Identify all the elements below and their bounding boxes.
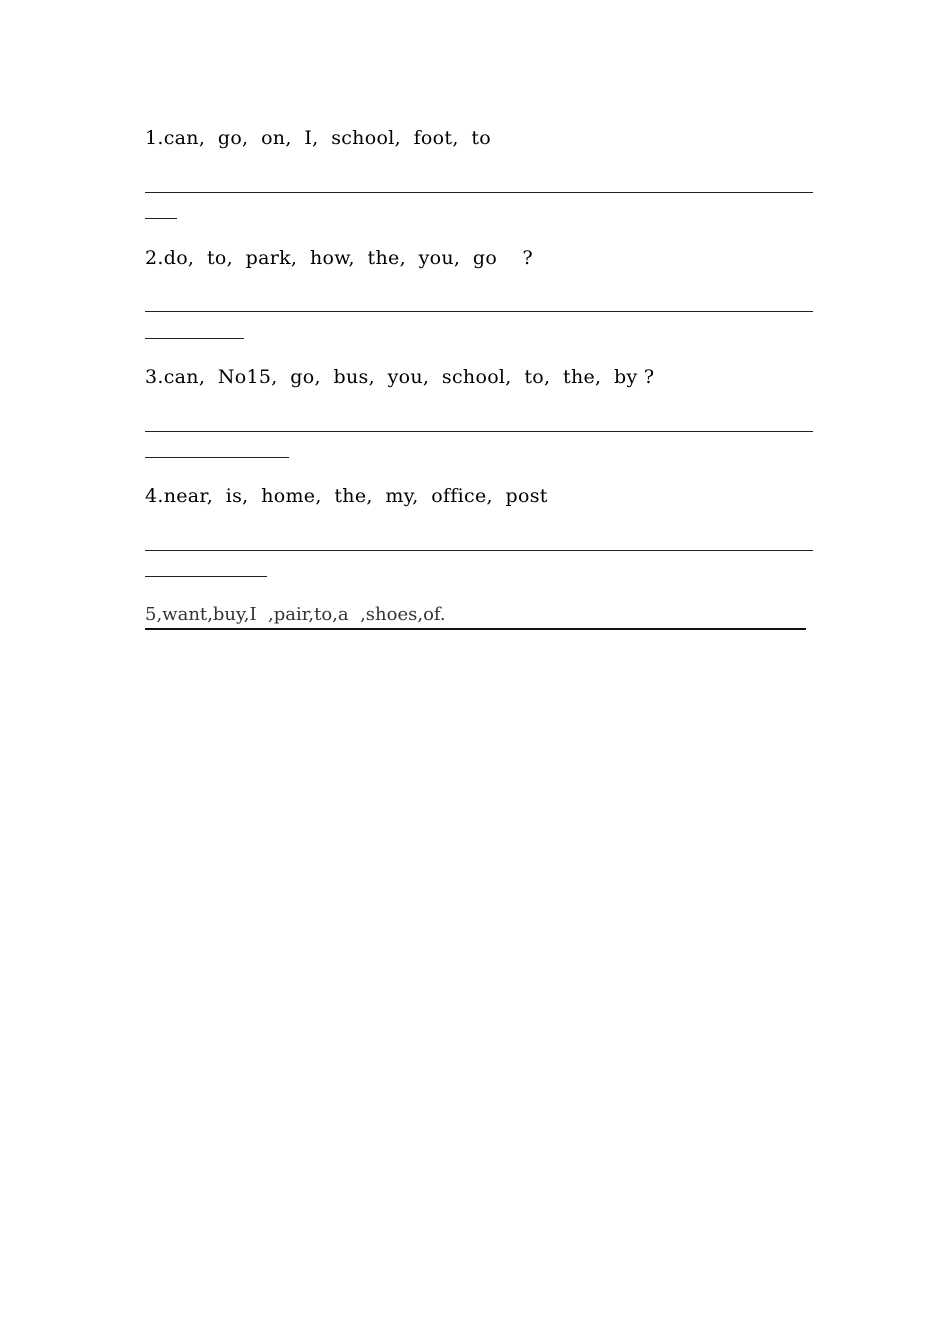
question-1: 1.can, go, on, I, school, foot, to	[145, 127, 492, 149]
answer-line-2b	[145, 338, 244, 339]
question-5: 5,want,buy,I ,pair,to,a ,shoes,of.	[145, 604, 446, 625]
answer-line-3a	[145, 431, 813, 432]
question-3: 3.can, No15, go, bus, you, school, to, the, by ?	[145, 366, 655, 388]
answer-line-5	[145, 628, 806, 630]
answer-line-2a	[145, 311, 813, 312]
answer-line-1a	[145, 192, 813, 193]
question-2: 2.do, to, park, how, the, you, go ?	[145, 247, 533, 269]
answer-line-4b	[145, 576, 267, 577]
answer-line-1b	[145, 218, 177, 219]
answer-line-4a	[145, 550, 813, 551]
question-4: 4.near, is, home, the, my, office, post	[145, 485, 548, 507]
answer-line-3b	[145, 457, 289, 458]
